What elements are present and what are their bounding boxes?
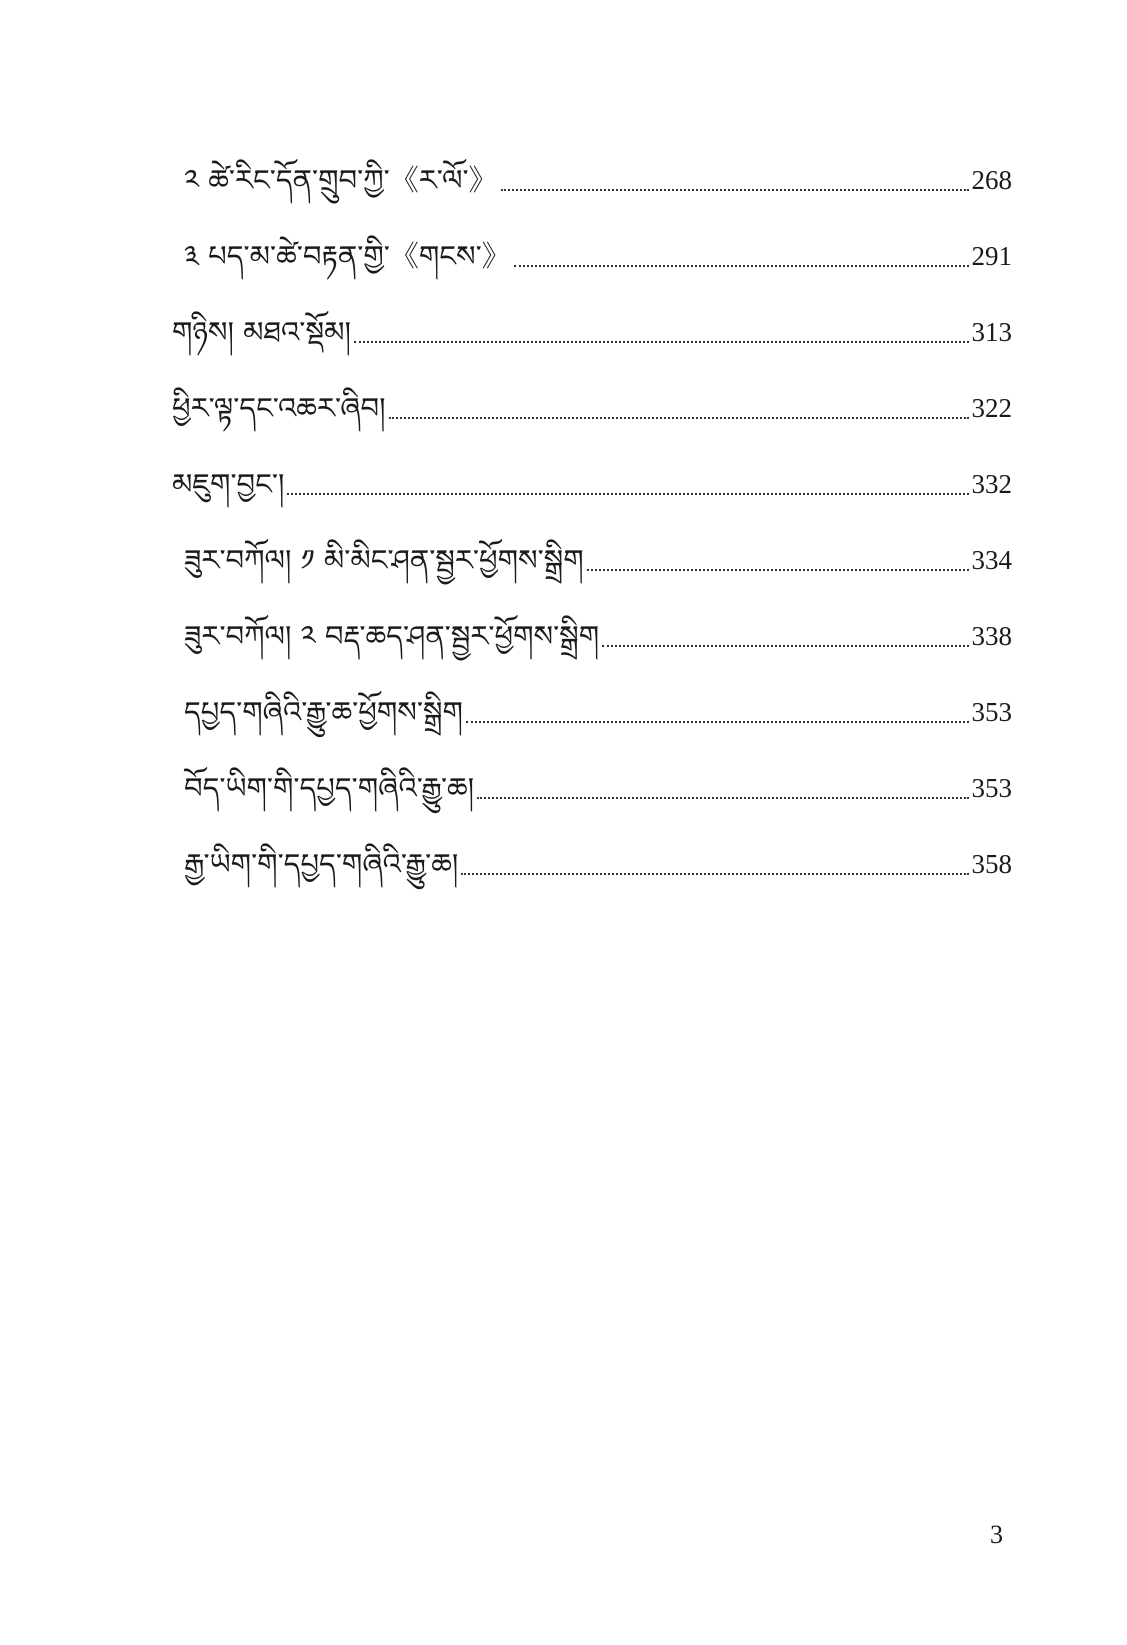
toc-entry[interactable] [184,832,1012,884]
toc-dot-leader [602,645,968,647]
toc-entry[interactable] [184,224,1012,276]
toc-entry[interactable] [184,528,1012,580]
toc-entry-page: 291 [971,241,1012,271]
toc-dot-leader [354,341,969,343]
toc-entry[interactable] [172,300,1012,352]
toc-entry-title: ༣ པད་མ་ཚེ་བརྟན་གྱི་《གངས་》 [184,239,511,273]
toc-entry[interactable] [184,756,1012,808]
toc-entry-title: ཕྱིར་ལྟ་དང་འཆར་ཞིབ། [172,391,386,425]
toc-entry-page: 353 [971,773,1012,803]
toc-dot-leader [287,493,968,495]
toc-entry[interactable] [172,452,1012,504]
toc-entry-page: 338 [971,621,1012,651]
toc-entry[interactable] [172,376,1012,428]
toc-entry-page: 358 [971,849,1012,879]
toc-entry-title: ཟུར་བཀོལ། ༢ བརྡ་ཆད་ཤན་སྦྱར་ཕྱོགས་སྒྲིག [184,619,600,653]
toc-entry-page: 334 [971,545,1012,575]
toc-entry-page: 313 [971,317,1012,347]
toc-dot-leader [389,417,969,419]
toc-dot-leader [477,797,968,799]
toc-entry[interactable] [184,680,1012,732]
toc-dot-leader [501,189,969,191]
toc-entry-title: གཉིས། མཐའ་སྡོམ། [172,315,351,349]
toc-entry-title: ༢ ཚེ་རིང་དོན་གྲུབ་ཀྱི་《ར་ལོ་》 [184,163,498,197]
toc-entry-page: 353 [971,697,1012,727]
toc-entry-title: དཔྱད་གཞིའི་རྒྱུ་ཆ་ཕྱོགས་སྒྲིག [184,695,463,729]
toc-entry-page: 332 [971,469,1012,499]
toc-entry-title: བོད་ཡིག་གི་དཔྱད་གཞིའི་རྒྱུ་ཆ། [184,771,475,805]
toc-entry[interactable] [184,148,1012,200]
toc-entry-page: 268 [971,165,1012,195]
toc-dot-leader [461,873,968,875]
toc-entry-title: རྒྱ་ཡིག་གི་དཔྱད་གཞིའི་རྒྱུ་ཆ། [184,847,459,881]
toc-entry[interactable] [184,604,1012,656]
toc-dot-leader [514,265,969,267]
toc-entry-page: 322 [971,393,1012,423]
toc-dot-leader [466,721,969,723]
toc-entry-title: ཟུར་བཀོལ། ༡ མི་མིང་ཤན་སྦྱར་ཕྱོགས་སྒྲིག [184,543,584,577]
page-number: 3 [990,1520,1003,1549]
toc-dot-leader [587,569,969,571]
toc-entry-title: མཇུག་བྱང་། [172,467,285,501]
